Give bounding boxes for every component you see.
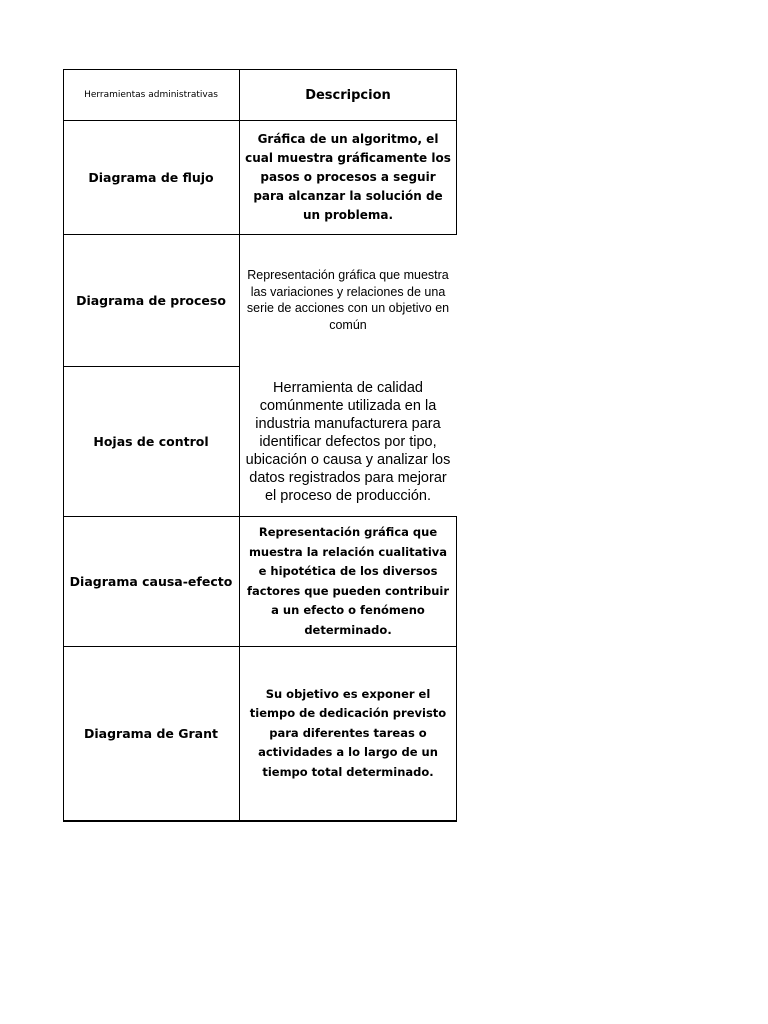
header-description: Descripcion: [305, 87, 391, 103]
header-tools: Herramientas administrativas: [84, 89, 218, 100]
row-divider-2-col2: [239, 234, 457, 235]
tool-description-3: Herramienta de calidad comúnmente utilizada en la industria manufacturera para identificar defectos por tipo, ubicación o causa y analizar los datos registrados para mejorar el proceso de producción.: [245, 379, 451, 504]
tool-description-4: Representación gráfica que muestra la relación cualitativa e hipotética de los diversos factores que pueden contribuir a un efecto o fenómeno determinado.: [246, 525, 449, 637]
tool-name-5: Diagrama de Grant: [84, 726, 218, 741]
tool-description-5: Su objetivo es exponer el tiempo de dedicación previsto para diferentes tareas o actividades a lo largo de un tiempo total determinado.: [249, 686, 447, 779]
tool-description-1: Gráfica de un algoritmo, el cual muestra gráficamente los pasos o procesos a seguir para alcanzar la solución de un problema.: [245, 132, 451, 222]
tools-table: [63, 69, 457, 822]
table-border-bottom: [63, 820, 457, 822]
tool-name-1: Diagrama de flujo: [88, 170, 214, 185]
tool-description-2: Representación gráfica que muestra las variaciones y relaciones de una serie de acciones con un objetivo en común: [246, 268, 450, 332]
tool-name-4: Diagrama causa-efecto: [69, 574, 233, 589]
tool-name-2: Diagrama de proceso: [76, 293, 226, 308]
tool-name-3: Hojas de control: [93, 434, 209, 449]
